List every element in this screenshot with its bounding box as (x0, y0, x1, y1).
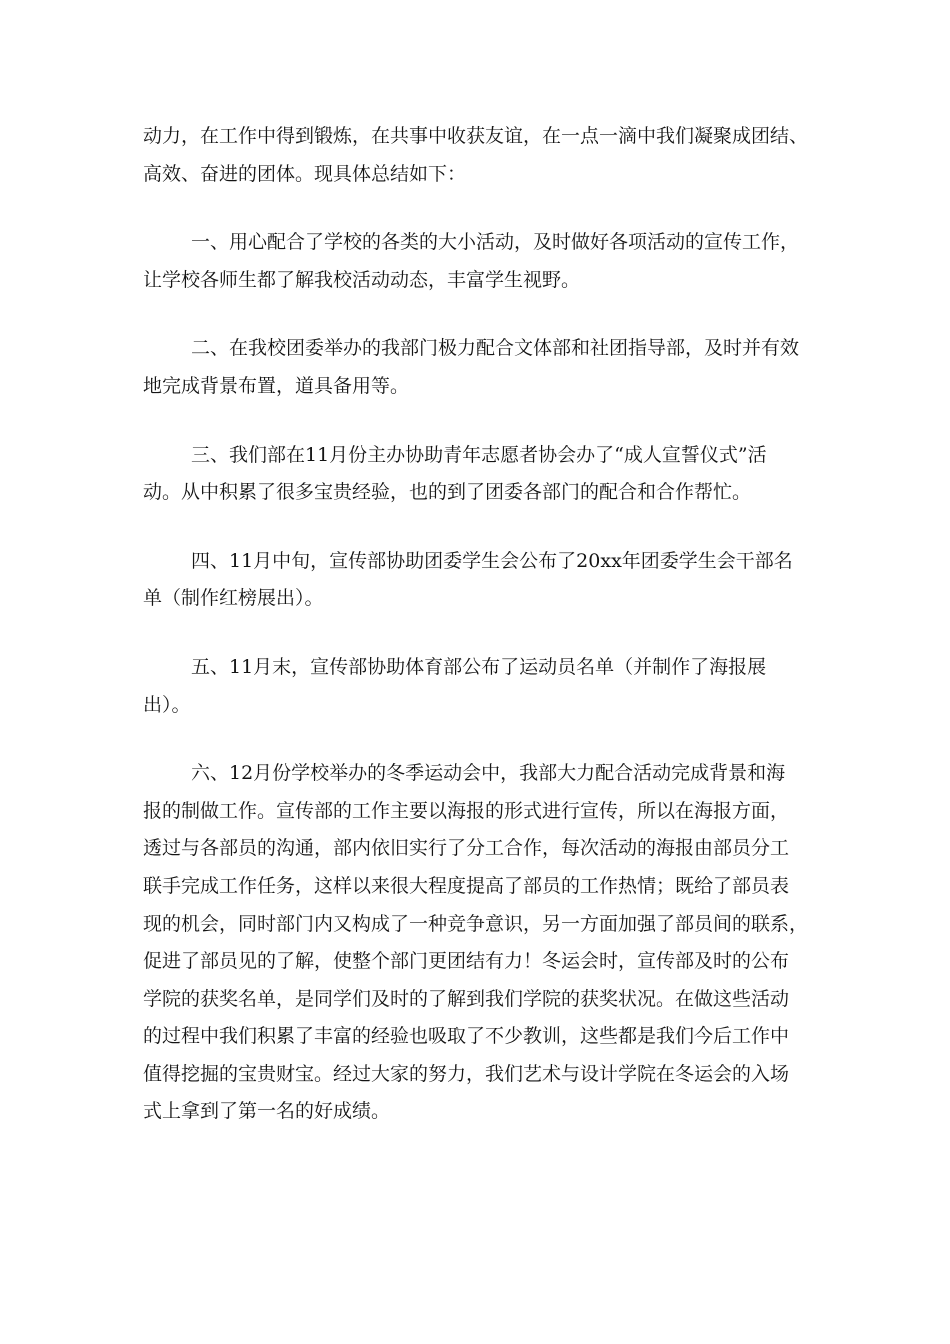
paragraph-item-4 (143, 543, 863, 618)
paragraph-intro (143, 118, 863, 193)
text-line: 动。从中积累了很多宝贵经验，也的到了团委各部门的配合和合作帮忙。 (143, 481, 752, 504)
text-line: 动力，在工作中得到锻炼，在共事中收获友谊，在一点一滴中我们凝聚成团结、 (143, 125, 809, 147)
text-line: 学院的获奖名单，是同学们及时的了解到我们学院的获奖状况。在做这些活动 (143, 987, 790, 1010)
text-line: 四、11月中旬，宣传部协助团委学生会公布了20xx年团委学生会干部名 (191, 549, 793, 572)
text-line: 地完成背景布置，道具备用等。 (143, 374, 410, 397)
paragraph-item-3 (143, 437, 863, 512)
paragraph-item-6 (143, 755, 863, 1131)
text-line: 让学校各师生都了解我校活动动态，丰富学生视野。 (143, 268, 581, 291)
text-line: 式上拿到了第一名的好成绩。 (143, 1100, 391, 1123)
text-line: 二、在我校团委举办的我部门极力配合文体部和社团指导部，及时并有效 (191, 337, 800, 360)
paragraph-item-2 (143, 330, 863, 405)
text-line: 透过与各部员的沟通，部内依旧实行了分工合作，每次活动的海报由部员分工 (143, 837, 790, 860)
text-line: 联手完成工作任务，这样以来很大程度提高了部员的工作热情；既给了部员表 (143, 874, 790, 897)
text-line: 的过程中我们积累了丰富的经验也吸取了不少教训，这些都是我们今后工作中 (143, 1025, 790, 1048)
text-line: 高效、奋进的团体。现具体总结如下： (143, 162, 467, 185)
text-line: 促进了部员见的了解，使整个部门更团结有力！冬运会时，宣传部及时的公布 (143, 950, 790, 973)
text-line: 出）。 (143, 693, 191, 716)
text-line: 报的制做工作。宣传部的工作主要以海报的形式进行宣传，所以在海报方面， (143, 799, 790, 822)
text-line: 三、我们部在11月份主办协助青年志愿者协会办了“成人宣誓仪式”活 (191, 443, 767, 466)
text-line: 单（制作红榜展出）。 (143, 587, 324, 610)
text-line: 值得挖掘的宝贵财宝。经过大家的努力，我们艺术与设计学院在冬运会的入场 (143, 1062, 790, 1085)
paragraph-item-1 (143, 224, 863, 299)
paragraph-item-5 (143, 649, 863, 724)
document-body (143, 118, 863, 1162)
text-line: 六、12月份学校举办的冬季运动会中，我部大力配合活动完成背景和海 (191, 762, 786, 785)
text-line: 现的机会，同时部门内又构成了一种竞争意识，另一方面加强了部员间的联系， (143, 912, 809, 935)
text-line: 五、11月末，宣传部协助体育部公布了运动员名单（并制作了海报展 (191, 655, 767, 678)
text-line: 一、用心配合了学校的各类的大小活动，及时做好各项活动的宣传工作， (191, 231, 800, 254)
